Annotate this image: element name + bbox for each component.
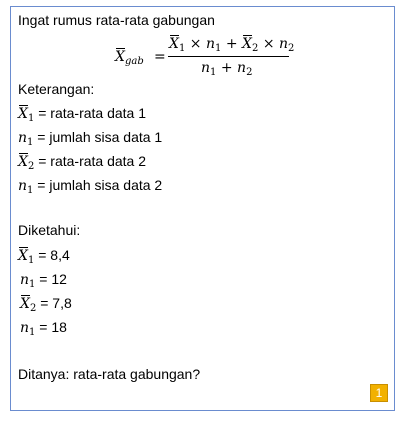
formula-equals: =: [154, 49, 166, 65]
keterangan-item: $n_1$ = jumlah sisa data 2: [18, 177, 163, 196]
page-number-badge: 1: [370, 384, 388, 402]
diketahui-label: Diketahui:: [18, 222, 81, 238]
keterangan-label: Keterangan:: [18, 81, 95, 97]
keterangan-item: $n_1$ = jumlah sisa data 1: [18, 129, 163, 148]
diketahui-item: $X_2 = 7,8$: [20, 295, 72, 314]
heading: Ingat rumus rata-rata gabungan: [18, 12, 215, 28]
diketahui-item: $n_1 = 18$: [20, 319, 67, 338]
ditanya-text: Ditanya: rata-rata gabungan?: [18, 366, 201, 382]
formula-lhs: $X_{gab}$: [115, 49, 144, 67]
formula-numerator: $X_1 \times n_1 + X_2 \times n_2$: [169, 36, 295, 54]
keterangan-item: $X_2$ = rata-rata data 2: [18, 153, 147, 172]
diketahui-item: $n_1 = 12$: [20, 271, 67, 290]
diketahui-item: $X_1 = 8,4$: [18, 247, 70, 266]
fraction-bar: [168, 56, 289, 57]
formula-denominator: $n_1 + n_2$: [201, 60, 253, 78]
content-card: [10, 6, 395, 411]
keterangan-item: $X_1$ = rata-rata data 1: [18, 105, 147, 124]
